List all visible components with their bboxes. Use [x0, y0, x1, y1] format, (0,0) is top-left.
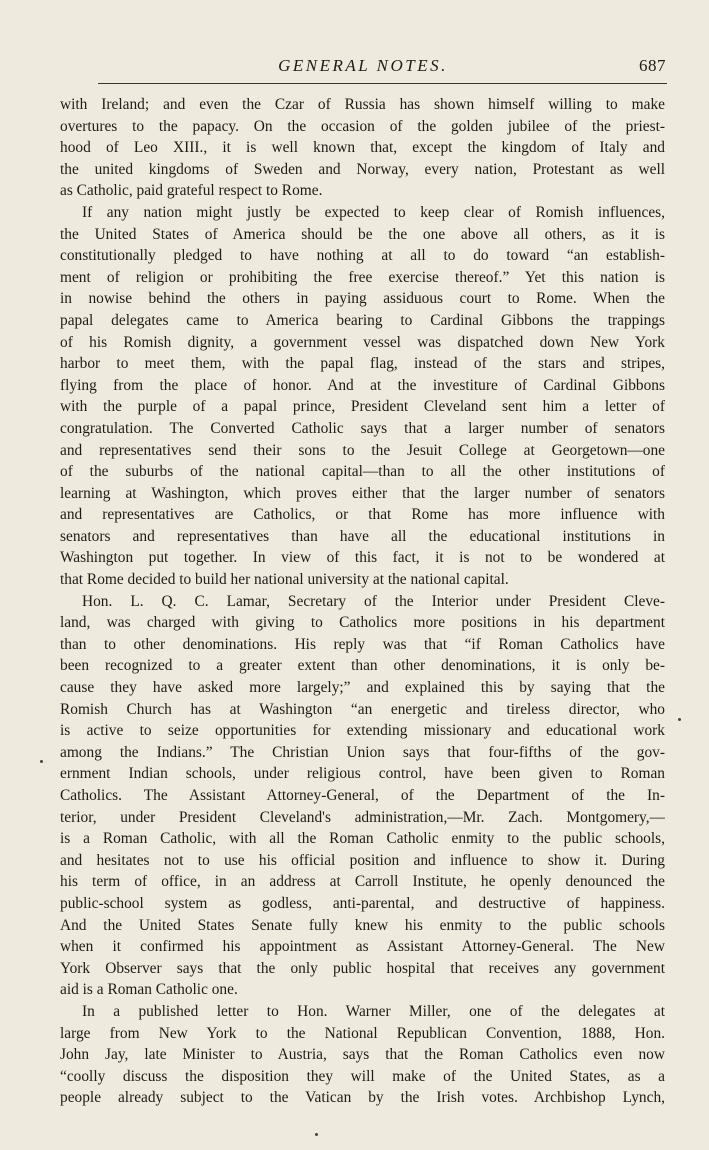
running-title: GENERAL NOTES. — [278, 56, 448, 75]
text-line: Catholics. The Assistant Attorney-General, of the Department of the In- — [60, 787, 665, 804]
text-line: In a published letter to Hon. Warner Miller, one of the delegates at — [82, 1002, 665, 1020]
text-line: been recognized to a greater extent than other denominations, it is only be- — [60, 657, 665, 675]
margin-speck — [315, 1133, 318, 1136]
text-line: harbor to meet them, with the papal flag, instead of the stars and stripes, — [60, 355, 665, 373]
text-line: cause they have asked more largely;” and explained this by saying that the — [60, 679, 665, 697]
text-line: is active to seize opportunities for extending missionary and educational work — [60, 722, 665, 740]
text-line: people already subject to the Vatican by the Irish votes. Archbishop Lynch, — [60, 1089, 665, 1107]
text-line: York Observer says that the only public hospital that receives any government — [60, 959, 665, 977]
text-line: and hesitates not to use his official position and influence to show it. During — [60, 851, 665, 869]
text-line: Romish Church has at Washington “an energetic and tireless director, who — [60, 700, 665, 718]
text-line: papal delegates came to America bearing to Cardinal Gibbons the trappings — [60, 311, 665, 329]
body-text — [60, 94, 665, 1109]
text-line: And the United States Senate fully knew his enmity to the public schools — [60, 916, 665, 934]
text-line: that Rome decided to build her national university at the national capital. — [60, 571, 509, 589]
text-line: If any nation might justly be expected to keep clear of Romish influences, — [82, 203, 665, 221]
text-line: hood of Leo XIII., it is well known that, except the kingdom of Italy and — [60, 139, 665, 157]
text-line: land, was charged with giving to Catholics more positions in his department — [60, 614, 665, 632]
text-line: John Jay, late Minister to Austria, says that the Roman Catholics even now — [60, 1046, 665, 1064]
text-line: flying from the place of honor. And at the investiture of Cardinal Gibbons — [60, 376, 665, 394]
margin-speck — [678, 718, 681, 721]
text-line: aid is a Roman Catholic one. — [60, 981, 238, 999]
text-line: with Ireland; and even the Czar of Russia has shown himself willing to make — [60, 96, 665, 113]
header-rule — [98, 83, 667, 84]
text-line: senators and representatives than have all the educational institutions in — [60, 527, 665, 545]
text-line: ernment Indian schools, under religious control, have been given to Roman — [60, 765, 665, 783]
margin-speck — [40, 760, 43, 763]
text-line: public-school system as godless, anti-parental, and destructive of happiness. — [60, 894, 665, 912]
text-line: the united kingdoms of Sweden and Norway, every nation, Protestant as well — [60, 160, 665, 178]
text-line: terior, under President Cleveland's administration,—Mr. Zach. Montgomery,— — [60, 808, 665, 826]
text-line: overtures to the papacy. On the occasion of the golden jubilee of the priest- — [60, 117, 665, 135]
text-line: the United States of America should be the one above all others, as it is — [60, 225, 665, 243]
text-line: large from New York to the National Republican Convention, 1888, Hon. — [60, 1024, 665, 1042]
text-line: and representatives send their sons to the Jesuit College at Georgetown—one — [60, 441, 665, 459]
text-line: constitutionally pledged to have nothing at all to do toward “an establish- — [60, 247, 665, 265]
text-line: of his Romish dignity, a government vessel was dispatched down New York — [60, 333, 665, 351]
text-line: Hon. L. Q. C. Lamar, Secretary of the Interior under President Cleve- — [82, 592, 665, 610]
text-line: his term of office, in an address at Carroll Institute, he openly denounced the — [60, 873, 665, 891]
text-line: with the purple of a papal prince, President Cleveland sent him a letter of — [60, 398, 665, 416]
text-line: when it confirmed his appointment as Assistant Attorney-General. The New — [60, 938, 665, 956]
text-line: congratulation. The Converted Catholic says that a larger number of senators — [60, 419, 665, 437]
text-line: in nowise behind the others in paying assiduous court to Rome. When the — [60, 290, 665, 308]
page-number: 687 — [639, 56, 666, 75]
text-line: as Catholic, paid grateful respect to Rome. — [60, 182, 323, 200]
text-line: ment of religion or prohibiting the free exercise thereof.” Yet this nation is — [60, 268, 665, 286]
text-line: “coolly discuss the disposition they will make of the United States, as a — [60, 1067, 665, 1085]
text-line: and representatives are Catholics, or that Rome has more influence with — [60, 506, 665, 524]
text-line: of the suburbs of the national capital—than to all the other institutions of — [60, 463, 665, 481]
text-line: than to other denominations. His reply was that “if Roman Catholics have — [60, 635, 665, 653]
text-line: is a Roman Catholic, with all the Roman Catholic enmity to the public schools, — [60, 830, 665, 848]
running-head — [60, 56, 666, 78]
text-line: learning at Washington, which proves either that the larger number of senators — [60, 484, 665, 502]
text-line: among the Indians.” The Christian Union says that four-fifths of the gov- — [60, 743, 665, 761]
text-line: Washington put together. In view of this fact, it is not to be wondered at — [60, 549, 665, 567]
